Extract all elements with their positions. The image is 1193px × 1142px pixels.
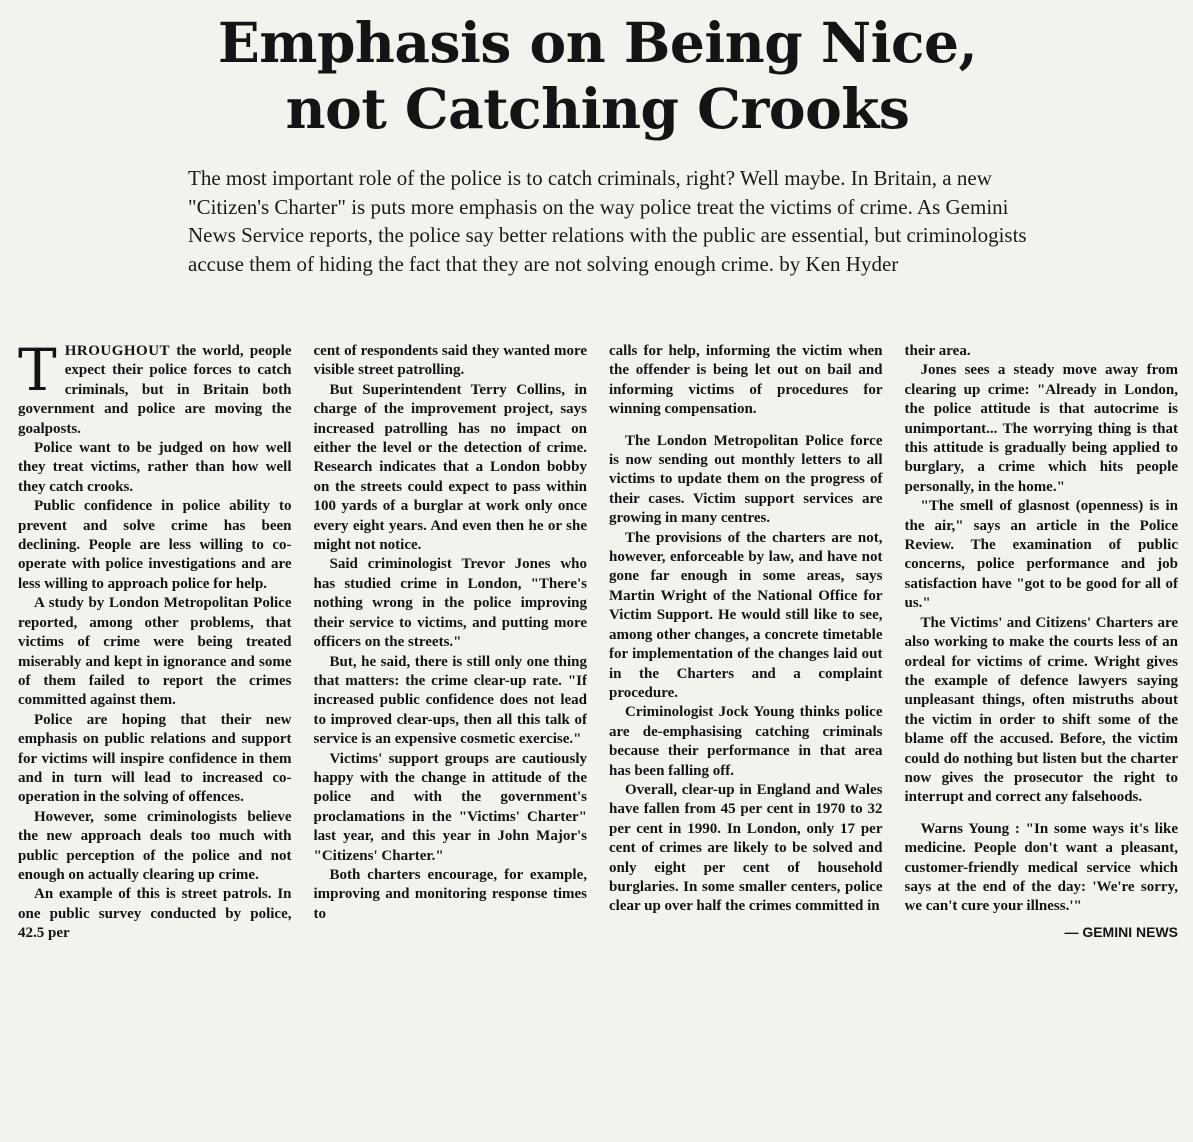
paragraph: cent of respondents said they wanted more visible street patrolling.	[313, 343, 587, 379]
headline	[18, 10, 1177, 142]
column-4	[905, 342, 1179, 1132]
paragraph: However, some criminologists believe the new approach deals too much with public perception of the police and not enough on actually clearing up crime.	[18, 808, 292, 883]
paragraph: Police want to be judged on how well they treat victims, rather than how well they catch crooks.	[18, 440, 292, 495]
paragraph: But Superintendent Terry Collins, in charge of the improvement project, says increased patrolling has no impact on either the level or the detection of crime. Research indicates that a London bobby on the streets could expect to pass within 100 yards of a burglar at work only once every eight years. And even then he or she might not notice.	[313, 381, 587, 554]
paragraph: The Victims' and Citizens' Charters are also working to make the courts less of an ordeal for victims of crime. Wright gives the example of defence lawyers saying unpleasant things, often mistruths about the victim in order to shift some of the blame off the accused. Before, the victim could do nothing but listen but the charter now gives the prosecutor the right to interrupt and correct any falsehoods.	[904, 614, 1178, 806]
paragraph: Police are hoping that their new emphasis on public relations and support for victims will inspire confidence in them and in turn will lead to increased co-operation in the solving of offences.	[18, 711, 292, 806]
paragraph: Said criminologist Trevor Jones who has studied crime in London, "There's nothing wrong in the police improving their service to victims, and putting more officers on the streets."	[313, 556, 587, 651]
lead-paragraph	[18, 342, 292, 439]
paragraph: Criminologist Jock Young thinks police are de-emphasising catching criminals because their performance in that area has been falling off.	[609, 704, 883, 779]
paragraph: their area.	[904, 343, 971, 359]
headline-line-2: not Catching Crooks	[285, 76, 910, 141]
deck-summary: The most important role of the police is to catch criminals, right? Well maybe. In Britain, a new "Citizen's Charter" is puts more emphasis on the way police treat the victims of crime. As Gemini News Service reports, the police say better relations with the public are essential, but criminologists accuse them of hiding the fact that they are not solving enough crime. by Ken Hyder	[188, 166, 1027, 276]
column-2	[314, 342, 588, 1132]
headline-line-1: Emphasis on Being Nice,	[217, 10, 978, 75]
column-1	[18, 342, 292, 1132]
article-body	[18, 342, 1178, 1132]
drop-cap: T	[18, 342, 57, 404]
paragraph: Victims' support groups are cautiously happy with the change in attitude of the police and with the government's proclamations in the "Victims' Charter" last year, and this year in John Major's "Citizens' Charter."	[313, 750, 587, 864]
paragraph: A study by London Metropolitan Police reported, among other problems, that victims of crime were being treated miserably and kept in ignorance and some of them failed to report the crimes committed against them.	[18, 595, 292, 709]
paragraph: Both charters encourage, for example, improving and monitoring response times to	[313, 866, 587, 922]
lead-caps: HROUGHOUT	[64, 343, 171, 359]
paragraph: calls for help, informing the victim when the offender is being let out on bail and informing victims of procedures for winning compensation.	[609, 343, 883, 418]
paragraph: Overall, clear-up in England and Wales have fallen from 45 per cent in 1970 to 32 per cent in 1990. In London, only 17 per cent of crimes are likely to be solved and only eight per cent of household burglaries. In some smaller centers, police clear up over half the crimes committed in	[609, 781, 883, 915]
column-3	[609, 342, 883, 1132]
paragraph: "The smell of glasnost (openness) is in the air," says an article in the Police Review. The examination of public concerns, police performance and job satisfaction have "got to be good for all of us."	[904, 498, 1178, 612]
paragraph: Warns Young : "In some ways it's like medicine. People don't want a pleasant, customer-friendly medical service which says at the end of the day: 'We're sorry, we can't cure your illness.'"	[904, 820, 1178, 915]
paragraph: Jones sees a steady move away from clearing up crime: "Already in London, the police attitude is that autocrime is unimportant... The worrying thing is that this attitude is gradually being applied to burglary, a crime which hits people personally, in the home."	[904, 362, 1178, 495]
paragraph: An example of this is street patrols. In one public survey conducted by police, 42.5 per	[18, 886, 292, 942]
lead-text: the world, people expect their police forces to catch criminals, but in Britain both government and police are moving the goalposts.	[18, 343, 292, 437]
paragraph: The London Metropolitan Police force is now sending out monthly letters to all victims to update them on the progress of their cases. Victim support services are growing in many centres.	[609, 432, 883, 527]
paragraph: Public confidence in police ability to prevent and solve crime has been declining. People are less willing to co-operate with police investigations and are less willing to approach police for help.	[18, 498, 292, 592]
paragraph: The provisions of the charters are not, however, enforceable by law, and have not gone far enough in some areas, says Martin Wright of the National Office for Victim Support. He would still like to see, among other changes, a concrete timetable for implementation of the changes laid out in the Charters and a complaint procedure.	[609, 529, 883, 701]
paragraph: But, he said, there is still only one thing that matters: the crime clear-up rate. "If increased public confidence does not lead to improved clear-ups, then all this talk of service is an expensive cosmetic exercise."	[313, 653, 587, 748]
byline-credit: — GEMINI NEWS	[1064, 923, 1178, 940]
